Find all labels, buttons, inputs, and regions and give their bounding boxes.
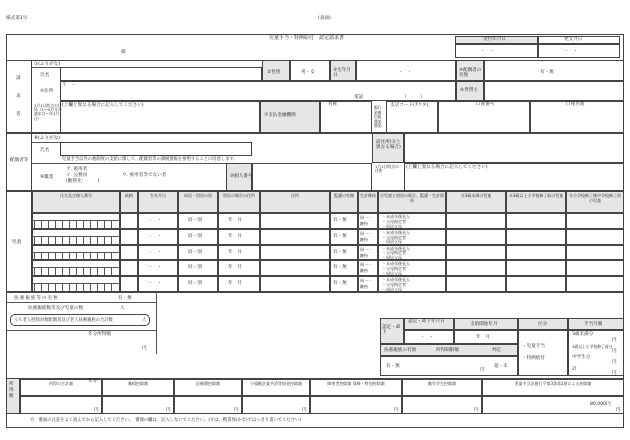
child-guardian-status: ・父母指定者 xyxy=(382,250,406,256)
child-cell[interactable] xyxy=(566,276,624,292)
child-header-label: ⑬3歳未満の児童 xyxy=(460,193,492,198)
child-guardian-status: ・未成年後見人 xyxy=(382,277,410,283)
amount-preschool-yen: 円 xyxy=(612,349,617,354)
child-header-label: ⑭3歳以上小学校修了前の児童 xyxy=(508,193,564,198)
amount-middle-yen: 円 xyxy=(612,360,617,365)
phone-value: （ ） xyxy=(402,95,425,100)
child-header-label: 別居の場合の住所 xyxy=(223,193,255,198)
payment-start-value: 年 月 xyxy=(476,335,490,340)
addressee: 様 xyxy=(121,50,126,55)
tax-value-unit: 円 xyxy=(474,408,479,413)
dependents-flag-label: 扶養親族等の有無 xyxy=(14,296,59,301)
spouse-occupation-label: ⑨職業 xyxy=(40,175,54,180)
class-child-allowance: ・児童手当 xyxy=(522,344,545,349)
cert-label: 認定・却下 xyxy=(382,325,401,335)
tax-header-label: 勤労学生控除額 xyxy=(428,381,456,386)
tax-value-cell[interactable] xyxy=(310,396,402,414)
child-care: 有・無 xyxy=(333,249,347,255)
cert-date-dots: ・ ・ xyxy=(420,335,434,340)
householder-label: ⑥世帯主 xyxy=(460,88,478,93)
tax-value-unit: 円 xyxy=(234,408,239,413)
child-header-label: ⑫児童と別居の場合、監護・生計関係 xyxy=(380,193,444,203)
child-guardian-status: ・同居父母 xyxy=(382,286,402,292)
tax-header-label: 小規模企業共済等掛金控除額 xyxy=(250,381,302,386)
payment-date-label: 発支月日 xyxy=(564,37,583,42)
applicant-side-label: 請求者 xyxy=(16,76,21,117)
child-cell[interactable] xyxy=(120,213,138,229)
amount-under3-yen: 円 xyxy=(612,338,617,343)
child-ym: 年 月 xyxy=(228,249,242,255)
phone-label: 電話 xyxy=(354,95,364,100)
spouse-jan1-label: 1月1日時点の住所 xyxy=(375,164,399,174)
child-header-label: ⑮小学校修了後中学校修了前の児童 xyxy=(569,193,621,203)
review-judge: 判定 xyxy=(492,348,502,353)
child-cohab: 同・別 xyxy=(188,249,202,255)
form-side: (表面) xyxy=(318,16,331,21)
child-header-label: 続柄 xyxy=(125,193,133,198)
elderly-count-unit: 人 xyxy=(142,318,147,323)
child-livelihood: 同一・ 継持 xyxy=(360,230,372,242)
account-holder-label: 口座名義 xyxy=(566,102,585,107)
child-livelihood: 同一・ 継持 xyxy=(360,246,372,258)
occupation-workplace: (勤務先： ) xyxy=(66,179,100,184)
branch-code-label: 支店コード(7ケタ) xyxy=(390,103,429,108)
child-cell[interactable] xyxy=(260,229,330,245)
dependents-count-unit: 人 xyxy=(120,306,125,311)
child-cell[interactable] xyxy=(566,260,624,276)
tax-side-label: 所得額 xyxy=(9,382,14,399)
child-guardian-status: ・同居父母 xyxy=(382,239,402,245)
tax-header-label: 障害者控除額 寡婦・特別控除額 xyxy=(327,381,385,386)
review-dependents: 扶養親族の有無 xyxy=(384,348,417,353)
amount-total: 計 xyxy=(572,367,577,372)
child-cell[interactable] xyxy=(446,276,506,292)
child-guardian-status: ・父母指定者 xyxy=(382,234,406,240)
child-cohab: 同・別 xyxy=(188,218,202,223)
amount-label: 手当月額 xyxy=(584,322,603,327)
householder-field[interactable] xyxy=(484,81,624,101)
child-cell[interactable] xyxy=(566,213,624,229)
account-number-label: 口座番号 xyxy=(476,102,495,107)
spouse-consent-note: 児童手当以外の他制度の支給に関して、配偶者等の課税情報を参照することに同意します。 xyxy=(62,157,238,162)
child-guardian-status: ・父母指定者 xyxy=(382,282,406,287)
spouse-furigana: ⑧(ふりがな) xyxy=(34,136,61,141)
occupation-employee: ア. 被用者 xyxy=(66,167,88,172)
child-header-label: 同居・別居の別 xyxy=(184,193,212,198)
child-care: 有・無 xyxy=(333,281,347,287)
spouse-name-label: 氏名 xyxy=(40,148,50,153)
payment-start-label: 支給開始年月 xyxy=(470,322,498,327)
child-guardian-status: ・同居父母 xyxy=(382,271,402,276)
child-birth-dots: ・ ・ xyxy=(148,281,162,287)
tax-value-cell[interactable] xyxy=(20,396,102,414)
child-cell[interactable] xyxy=(120,260,138,276)
child-ym: 年 月 xyxy=(228,218,242,223)
tax-value-cell[interactable] xyxy=(102,396,174,414)
bank-types: 銀行金庫信組農協漁協 xyxy=(374,105,382,129)
child-cell[interactable] xyxy=(446,229,506,245)
amount-preschool: 3歳以上小学校修了前分 xyxy=(572,344,613,349)
child-cell[interactable] xyxy=(566,229,624,245)
payment-date-dots: ・ ・ xyxy=(564,49,578,54)
prev-address-label: 前住所(⑪と異なる場合) xyxy=(376,140,401,150)
child-cell[interactable] xyxy=(260,260,330,276)
bank-name-label: 名称 xyxy=(328,102,338,107)
child-care: 有・無 xyxy=(333,265,347,271)
class-field[interactable] xyxy=(518,330,568,376)
child-header-label: 住所 xyxy=(291,193,299,198)
review-limit-unit: 円 xyxy=(480,368,485,373)
elderly-count-label: うち老人控除対象配偶者及び老人扶養親族の合計数 xyxy=(14,318,113,323)
received-date-dots: ・ ・ xyxy=(480,49,494,54)
tax-header-label: 児童手当法施行令第3条第1項による控除額 xyxy=(514,381,592,386)
child-guardian-status: ・父母指定者 xyxy=(382,266,406,272)
bank-label: ⑦支払金融機関 xyxy=(264,113,296,118)
tax-value-unit: 円 xyxy=(302,408,307,413)
child-birth-dots: ・ ・ xyxy=(148,218,162,223)
applicant-name-label: 氏名 xyxy=(40,73,50,78)
received-date-box[interactable] xyxy=(455,44,538,58)
child-cell[interactable] xyxy=(446,245,506,261)
sex-label: ②性別 xyxy=(267,70,281,75)
amount-middle: 中学生分 xyxy=(572,355,591,360)
child-guardian-status: ・未成年後見人 xyxy=(382,261,410,267)
occupation-other: ウ. 被用者等でない者 xyxy=(122,173,167,178)
address-field[interactable] xyxy=(60,81,456,101)
child-cohab: 同・別 xyxy=(188,233,202,239)
form-number: 様式第1号 xyxy=(6,16,28,21)
spouse-number-label: ⑩個人番号 xyxy=(230,174,253,179)
child-cell[interactable] xyxy=(506,245,566,261)
received-date-label: 受付年月日 xyxy=(483,37,506,42)
amount-under3: 3歳未満分 xyxy=(572,332,594,337)
child-header-label: 生計維持 xyxy=(360,193,376,198)
review-judge-value: 超・未 xyxy=(494,364,508,369)
class-special: ・特例給付 xyxy=(522,356,545,361)
child-birth-dots: ・ ・ xyxy=(148,249,162,255)
child-livelihood: 同一・ 継持 xyxy=(360,215,372,226)
footer-note: ⑮ 裏面の注意をよく読んでから記入してください。 審理の欄は、記入しないでください。(すは、楷書体(かな)ではっきり書いてください) xyxy=(30,418,301,423)
spouse-flag-field[interactable] xyxy=(484,60,624,81)
tax-header-label: 雑損控除額 xyxy=(128,381,148,386)
child-cohab: 同・別 xyxy=(188,281,202,287)
child-guardian-status: ・未成年後見人 xyxy=(382,214,410,219)
income-amount-unit: 円 xyxy=(142,346,147,351)
child-cell[interactable] xyxy=(260,213,330,229)
child-livelihood: 同一・ 継持 xyxy=(360,262,372,274)
prev-address-field[interactable] xyxy=(404,133,624,163)
payment-date-box[interactable] xyxy=(538,44,620,58)
child-cell[interactable] xyxy=(120,276,138,292)
review-limit: 所得制限額 xyxy=(436,348,459,353)
review-dependents-value: 有・無 xyxy=(386,364,400,369)
child-birth-dots: ・ ・ xyxy=(148,265,162,271)
spouse-flag-label: ④配偶者の有無 xyxy=(459,68,482,78)
tax-header-label: 医療費控除額 xyxy=(196,381,220,386)
jan1-address-label: 1月1日時点の住所（1～5月分の請求は～年1月1日） xyxy=(34,103,62,121)
cert-date-label: 認定・却下年月日 xyxy=(408,319,445,324)
tax-value-unit: 円 xyxy=(616,408,621,413)
spouse-flag-value: 有・無 xyxy=(540,70,554,75)
child-header-label: 氏名及び個人番号 xyxy=(60,193,92,198)
form-title: 児童手当・特例給付 認定請求書 xyxy=(269,35,345,41)
applicant-name-field[interactable] xyxy=(60,67,262,81)
spouse-jan1-note: (上欄と異なる場合に記入してください) xyxy=(406,165,488,170)
class-label: 区分 xyxy=(538,322,548,327)
tax-value-unit: 円 xyxy=(166,408,171,413)
applicant-furigana: ①(ふりがな) xyxy=(34,62,61,67)
tax-value-cell[interactable] xyxy=(242,396,310,414)
tax-value-unit: 円 xyxy=(94,408,99,413)
address-label: ⑤住所 xyxy=(40,89,54,94)
child-header-label: 監護の有無 xyxy=(334,193,354,198)
child-ym: 年 月 xyxy=(228,281,242,287)
birth-dots: ・ ・ xyxy=(398,70,412,75)
child-ym: 年 月 xyxy=(228,233,242,239)
occupation-public: イ. 公務員 xyxy=(66,173,88,178)
birth-label: ③生年月日 xyxy=(333,68,351,78)
child-cell[interactable] xyxy=(506,260,566,276)
children-side-label: 児童 xyxy=(12,240,22,245)
child-cell[interactable] xyxy=(446,213,506,229)
child-guardian-status: ・同居父母 xyxy=(382,255,402,261)
amount-total-yen: 円 xyxy=(612,371,617,376)
child-livelihood: 同一・ 継持 xyxy=(360,278,372,290)
child-care: 有・無 xyxy=(333,233,347,239)
tax-value-unit: 円 xyxy=(394,408,399,413)
child-cell[interactable] xyxy=(260,245,330,261)
child-cell[interactable] xyxy=(120,229,138,245)
child-header-label: 生年月日 xyxy=(150,193,166,198)
child-cell[interactable] xyxy=(566,245,624,261)
dependents-count-label: 扶養親族数等及び児童の数 xyxy=(28,306,84,311)
child-guardian-status: ・未成年後見人 xyxy=(382,229,410,235)
dependents-flag-value: 有・無 xyxy=(118,296,132,301)
tax-fixed-deduction: 80,000円 xyxy=(590,402,611,407)
spouse-side-label: 配偶者等 xyxy=(10,158,29,163)
child-ym: 年 月 xyxy=(228,265,242,271)
child-guardian-status: ・父母指定者 xyxy=(382,218,406,224)
spouse-name-field[interactable] xyxy=(60,142,252,156)
child-care: 有・無 xyxy=(333,218,347,223)
child-cell[interactable] xyxy=(506,229,566,245)
sex-value: 男・女 xyxy=(301,70,315,75)
child-cell[interactable] xyxy=(506,213,566,229)
child-cohab: 同・別 xyxy=(188,265,202,271)
child-birth-dots: ・ ・ xyxy=(148,233,162,239)
child-cell[interactable] xyxy=(120,245,138,261)
child-guardian-status: ・未成年後見人 xyxy=(382,245,410,251)
child-cell[interactable] xyxy=(446,260,506,276)
income-amount-label: 年分所得額 xyxy=(88,332,111,337)
tax-value-cell[interactable] xyxy=(174,396,242,414)
child-guardian-status: ・同居父母 xyxy=(382,223,402,229)
spouse-number-field[interactable] xyxy=(252,163,372,191)
tax-year-label: 年分 xyxy=(88,379,98,384)
tax-value-cell[interactable] xyxy=(402,396,482,414)
postal-code: 〒 － xyxy=(62,83,76,88)
child-cell[interactable] xyxy=(506,276,566,292)
jan1-same-note: (上欄と異なる場合に記入してください) xyxy=(62,103,144,108)
tax-header-label: 所得の合計額 xyxy=(49,381,73,386)
child-cell[interactable] xyxy=(260,276,330,292)
